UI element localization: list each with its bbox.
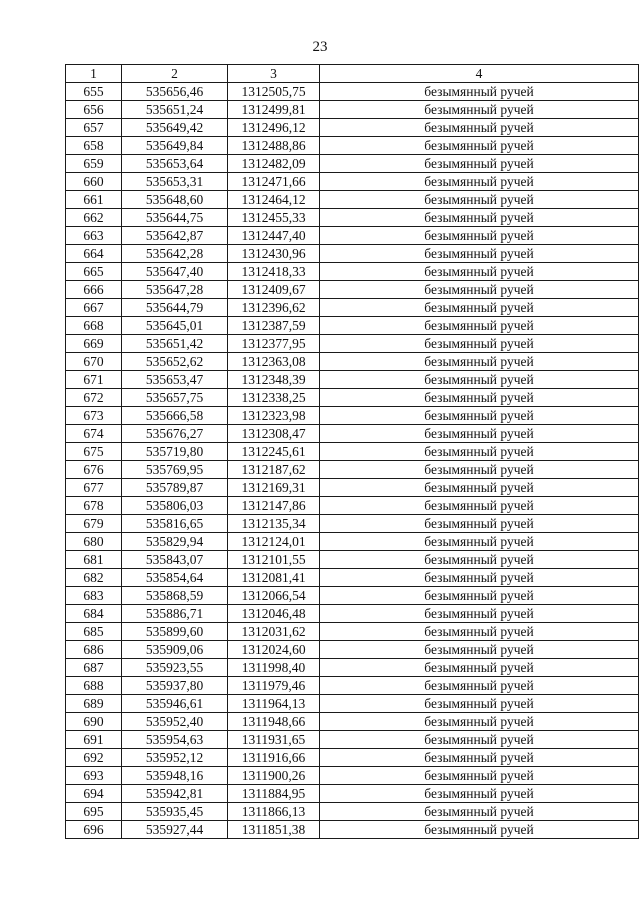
y-coordinate-cell: 1312418,33 (228, 263, 320, 281)
description-cell: безымянный ручей (320, 479, 639, 497)
table-row (66, 623, 639, 641)
description-cell: безымянный ручей (320, 785, 639, 803)
point-number-cell: 665 (66, 263, 122, 281)
description-cell: безымянный ручей (320, 461, 639, 479)
point-number-cell: 680 (66, 533, 122, 551)
table-row (66, 425, 639, 443)
point-number-cell: 681 (66, 551, 122, 569)
table-row (66, 803, 639, 821)
point-number-cell: 694 (66, 785, 122, 803)
x-coordinate-cell: 535946,61 (122, 695, 228, 713)
x-coordinate-cell: 535868,59 (122, 587, 228, 605)
y-coordinate-cell: 1312471,66 (228, 173, 320, 191)
y-coordinate-cell: 1311884,95 (228, 785, 320, 803)
table-row (66, 245, 639, 263)
x-coordinate-cell: 535843,07 (122, 551, 228, 569)
table-row (66, 821, 639, 839)
table-row (66, 749, 639, 767)
y-coordinate-cell: 1311948,66 (228, 713, 320, 731)
point-number-cell: 675 (66, 443, 122, 461)
x-coordinate-cell: 535649,84 (122, 137, 228, 155)
description-cell: безымянный ручей (320, 137, 639, 155)
point-number-cell: 674 (66, 425, 122, 443)
x-coordinate-cell: 535666,58 (122, 407, 228, 425)
point-number-cell: 664 (66, 245, 122, 263)
x-coordinate-cell: 535952,40 (122, 713, 228, 731)
header-cell: 2 (122, 65, 228, 83)
point-number-cell: 695 (66, 803, 122, 821)
point-number-cell: 655 (66, 83, 122, 101)
table-row (66, 119, 639, 137)
y-coordinate-cell: 1312081,41 (228, 569, 320, 587)
table-row (66, 713, 639, 731)
y-coordinate-cell: 1312348,39 (228, 371, 320, 389)
x-coordinate-cell: 535653,31 (122, 173, 228, 191)
point-number-cell: 690 (66, 713, 122, 731)
point-number-cell: 661 (66, 191, 122, 209)
y-coordinate-cell: 1312338,25 (228, 389, 320, 407)
description-cell: безымянный ручей (320, 317, 639, 335)
point-number-cell: 668 (66, 317, 122, 335)
x-coordinate-cell: 535652,62 (122, 353, 228, 371)
x-coordinate-cell: 535927,44 (122, 821, 228, 839)
x-coordinate-cell: 535942,81 (122, 785, 228, 803)
x-coordinate-cell: 535954,63 (122, 731, 228, 749)
point-number-cell: 689 (66, 695, 122, 713)
table-row (66, 281, 639, 299)
y-coordinate-cell: 1312245,61 (228, 443, 320, 461)
table-row (66, 767, 639, 785)
description-cell: безымянный ручей (320, 731, 639, 749)
description-cell: безымянный ручей (320, 713, 639, 731)
description-cell: безымянный ручей (320, 353, 639, 371)
table-row (66, 677, 639, 695)
description-cell: безымянный ручей (320, 371, 639, 389)
table-row (66, 155, 639, 173)
table-row (66, 299, 639, 317)
x-coordinate-cell: 535948,16 (122, 767, 228, 785)
table-row (66, 569, 639, 587)
table-row (66, 317, 639, 335)
table-row (66, 407, 639, 425)
description-cell: безымянный ручей (320, 767, 639, 785)
table-row (66, 191, 639, 209)
point-number-cell: 658 (66, 137, 122, 155)
table-row (66, 209, 639, 227)
x-coordinate-cell: 535645,01 (122, 317, 228, 335)
table-row (66, 101, 639, 119)
point-number-cell: 678 (66, 497, 122, 515)
y-coordinate-cell: 1312396,62 (228, 299, 320, 317)
table-row (66, 659, 639, 677)
x-coordinate-cell: 535769,95 (122, 461, 228, 479)
x-coordinate-cell: 535923,55 (122, 659, 228, 677)
description-cell: безымянный ручей (320, 821, 639, 839)
point-number-cell: 677 (66, 479, 122, 497)
x-coordinate-cell: 535899,60 (122, 623, 228, 641)
point-number-cell: 657 (66, 119, 122, 137)
x-coordinate-cell: 535642,87 (122, 227, 228, 245)
y-coordinate-cell: 1312024,60 (228, 641, 320, 659)
y-coordinate-cell: 1311998,40 (228, 659, 320, 677)
table-row (66, 83, 639, 101)
y-coordinate-cell: 1312169,31 (228, 479, 320, 497)
description-cell: безымянный ручей (320, 587, 639, 605)
x-coordinate-cell: 535644,79 (122, 299, 228, 317)
table-body (66, 83, 639, 839)
x-coordinate-cell: 535648,60 (122, 191, 228, 209)
description-cell: безымянный ручей (320, 101, 639, 119)
description-cell: безымянный ручей (320, 749, 639, 767)
y-coordinate-cell: 1312482,09 (228, 155, 320, 173)
x-coordinate-cell: 535829,94 (122, 533, 228, 551)
page-number: 23 (312, 39, 328, 55)
point-number-cell: 679 (66, 515, 122, 533)
description-cell: безымянный ручей (320, 497, 639, 515)
description-cell: безымянный ручей (320, 677, 639, 695)
y-coordinate-cell: 1312101,55 (228, 551, 320, 569)
point-number-cell: 693 (66, 767, 122, 785)
description-cell: безымянный ручей (320, 389, 639, 407)
x-coordinate-cell: 535676,27 (122, 425, 228, 443)
x-coordinate-cell: 535789,87 (122, 479, 228, 497)
header-cell: 3 (228, 65, 320, 83)
description-cell: безымянный ручей (320, 623, 639, 641)
x-coordinate-cell: 535886,71 (122, 605, 228, 623)
point-number-cell: 696 (66, 821, 122, 839)
y-coordinate-cell: 1312046,48 (228, 605, 320, 623)
description-cell: безымянный ручей (320, 551, 639, 569)
point-number-cell: 692 (66, 749, 122, 767)
point-number-cell: 687 (66, 659, 122, 677)
y-coordinate-cell: 1312447,40 (228, 227, 320, 245)
description-cell: безымянный ручей (320, 695, 639, 713)
x-coordinate-cell: 535642,28 (122, 245, 228, 263)
table-row (66, 173, 639, 191)
description-cell: безымянный ручей (320, 803, 639, 821)
point-number-cell: 659 (66, 155, 122, 173)
point-number-cell: 669 (66, 335, 122, 353)
y-coordinate-cell: 1312488,86 (228, 137, 320, 155)
point-number-cell: 684 (66, 605, 122, 623)
description-cell: безымянный ручей (320, 569, 639, 587)
y-coordinate-cell: 1312124,01 (228, 533, 320, 551)
y-coordinate-cell: 1312135,34 (228, 515, 320, 533)
description-cell: безымянный ручей (320, 83, 639, 101)
point-number-cell: 683 (66, 587, 122, 605)
x-coordinate-cell: 535651,42 (122, 335, 228, 353)
table-row (66, 587, 639, 605)
table-row (66, 641, 639, 659)
point-number-cell: 686 (66, 641, 122, 659)
y-coordinate-cell: 1312377,95 (228, 335, 320, 353)
y-coordinate-cell: 1311866,13 (228, 803, 320, 821)
table-header-row (66, 65, 639, 83)
description-cell: безымянный ручей (320, 191, 639, 209)
coordinates-table (65, 64, 639, 839)
description-cell: безымянный ручей (320, 227, 639, 245)
y-coordinate-cell: 1312187,62 (228, 461, 320, 479)
description-cell: безымянный ручей (320, 299, 639, 317)
point-number-cell: 691 (66, 731, 122, 749)
y-coordinate-cell: 1311979,46 (228, 677, 320, 695)
table-row (66, 335, 639, 353)
table-row (66, 533, 639, 551)
x-coordinate-cell: 535653,47 (122, 371, 228, 389)
x-coordinate-cell: 535909,06 (122, 641, 228, 659)
y-coordinate-cell: 1312387,59 (228, 317, 320, 335)
point-number-cell: 676 (66, 461, 122, 479)
description-cell: безымянный ручей (320, 119, 639, 137)
x-coordinate-cell: 535816,65 (122, 515, 228, 533)
y-coordinate-cell: 1312323,98 (228, 407, 320, 425)
description-cell: безымянный ручей (320, 155, 639, 173)
y-coordinate-cell: 1312505,75 (228, 83, 320, 101)
x-coordinate-cell: 535719,80 (122, 443, 228, 461)
description-cell: безымянный ручей (320, 533, 639, 551)
description-cell: безымянный ручей (320, 641, 639, 659)
y-coordinate-cell: 1312430,96 (228, 245, 320, 263)
description-cell: безымянный ручей (320, 443, 639, 461)
y-coordinate-cell: 1311900,26 (228, 767, 320, 785)
table-row (66, 497, 639, 515)
point-number-cell: 672 (66, 389, 122, 407)
table-row (66, 605, 639, 623)
y-coordinate-cell: 1312066,54 (228, 587, 320, 605)
x-coordinate-cell: 535649,42 (122, 119, 228, 137)
table-row (66, 695, 639, 713)
description-cell: безымянный ручей (320, 245, 639, 263)
table-row (66, 389, 639, 407)
table-row (66, 461, 639, 479)
point-number-cell: 666 (66, 281, 122, 299)
table-row (66, 227, 639, 245)
point-number-cell: 660 (66, 173, 122, 191)
y-coordinate-cell: 1312147,86 (228, 497, 320, 515)
x-coordinate-cell: 535656,46 (122, 83, 228, 101)
y-coordinate-cell: 1312308,47 (228, 425, 320, 443)
header-cell: 4 (320, 65, 639, 83)
x-coordinate-cell: 535935,45 (122, 803, 228, 821)
y-coordinate-cell: 1312031,62 (228, 623, 320, 641)
point-number-cell: 670 (66, 353, 122, 371)
table-row (66, 443, 639, 461)
x-coordinate-cell: 535806,03 (122, 497, 228, 515)
x-coordinate-cell: 535651,24 (122, 101, 228, 119)
x-coordinate-cell: 535854,64 (122, 569, 228, 587)
table-row (66, 515, 639, 533)
x-coordinate-cell: 535647,40 (122, 263, 228, 281)
y-coordinate-cell: 1312409,67 (228, 281, 320, 299)
y-coordinate-cell: 1312363,08 (228, 353, 320, 371)
description-cell: безымянный ручей (320, 515, 639, 533)
table-row (66, 371, 639, 389)
description-cell: безымянный ручей (320, 659, 639, 677)
description-cell: безымянный ручей (320, 281, 639, 299)
x-coordinate-cell: 535644,75 (122, 209, 228, 227)
description-cell: безымянный ручей (320, 209, 639, 227)
description-cell: безымянный ручей (320, 263, 639, 281)
point-number-cell: 671 (66, 371, 122, 389)
y-coordinate-cell: 1311931,65 (228, 731, 320, 749)
description-cell: безымянный ручей (320, 605, 639, 623)
x-coordinate-cell: 535952,12 (122, 749, 228, 767)
y-coordinate-cell: 1311916,66 (228, 749, 320, 767)
table-row (66, 353, 639, 371)
table-row (66, 731, 639, 749)
y-coordinate-cell: 1311964,13 (228, 695, 320, 713)
y-coordinate-cell: 1312499,81 (228, 101, 320, 119)
point-number-cell: 673 (66, 407, 122, 425)
point-number-cell: 667 (66, 299, 122, 317)
table-row (66, 137, 639, 155)
point-number-cell: 682 (66, 569, 122, 587)
table-row (66, 551, 639, 569)
y-coordinate-cell: 1311851,38 (228, 821, 320, 839)
table-row (66, 479, 639, 497)
y-coordinate-cell: 1312496,12 (228, 119, 320, 137)
x-coordinate-cell: 535653,64 (122, 155, 228, 173)
description-cell: безымянный ручей (320, 407, 639, 425)
point-number-cell: 663 (66, 227, 122, 245)
x-coordinate-cell: 535647,28 (122, 281, 228, 299)
point-number-cell: 685 (66, 623, 122, 641)
description-cell: безымянный ручей (320, 425, 639, 443)
description-cell: безымянный ручей (320, 173, 639, 191)
description-cell: безымянный ручей (320, 335, 639, 353)
y-coordinate-cell: 1312464,12 (228, 191, 320, 209)
table-row (66, 263, 639, 281)
x-coordinate-cell: 535937,80 (122, 677, 228, 695)
x-coordinate-cell: 535657,75 (122, 389, 228, 407)
y-coordinate-cell: 1312455,33 (228, 209, 320, 227)
table-row (66, 785, 639, 803)
point-number-cell: 662 (66, 209, 122, 227)
header-cell: 1 (66, 65, 122, 83)
point-number-cell: 688 (66, 677, 122, 695)
point-number-cell: 656 (66, 101, 122, 119)
